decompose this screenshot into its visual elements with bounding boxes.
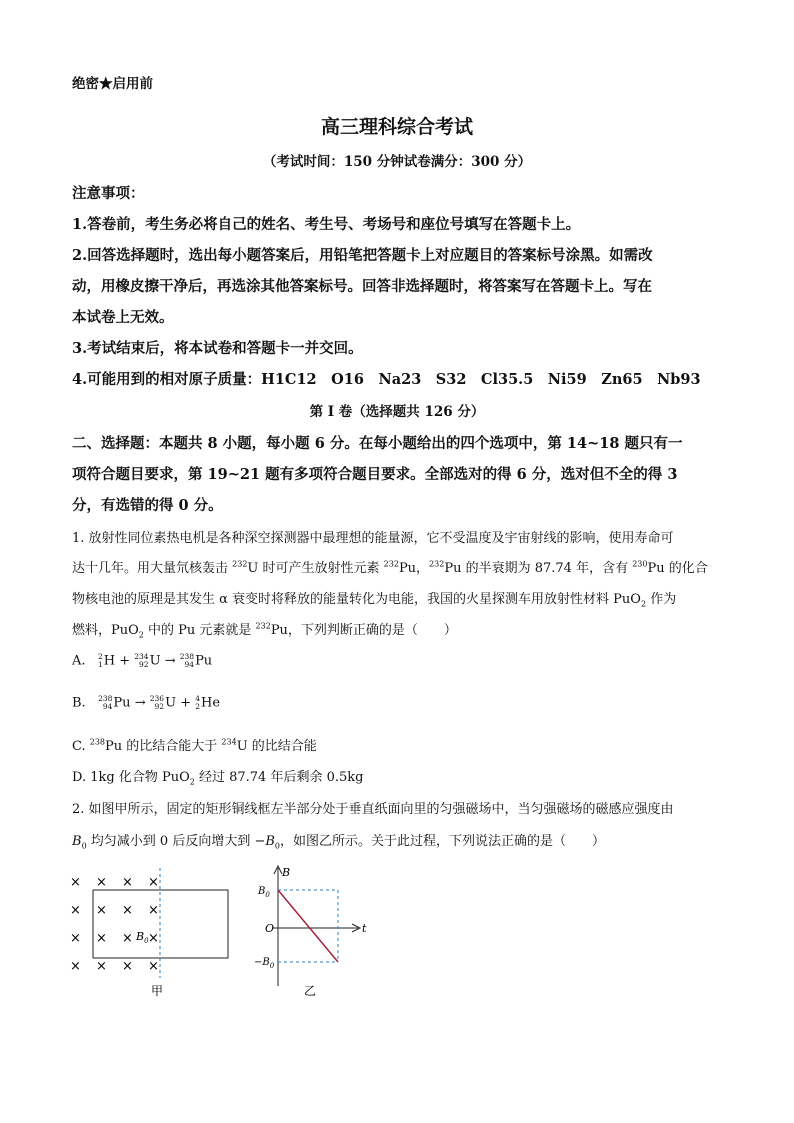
- field-cross: ×: [148, 931, 159, 946]
- q1-line-2: 达十几年。用大量氘核轰击 $^{232}$U 时可产生放射性元素 $^{232}$Pu，$^{232}$Pu 的半衰期为 87.74 年，含有 $^{230}$Pu 的化合: [72, 559, 708, 576]
- section-intro-line-2: 项符合题目要求，第 19~21 题有多项符合题目要求。全部选对的得 6 分，选对但不全的得 3: [72, 466, 678, 483]
- axis-origin-label: O: [265, 922, 275, 935]
- notice-item-2-line-1: 2.回答选择题时，选出每小题答案后，用铅笔把答题卡上对应题目的答案标号涂黑。如需改: [72, 247, 653, 264]
- notice-item-3: 3.考试结束后，将本试卷和答题卡一并交回。: [72, 340, 363, 357]
- b-t-graph-line: [278, 890, 338, 962]
- field-cross: ×: [122, 959, 133, 974]
- q1-option-c: C. $^{238}$Pu 的比结合能大于 $^{234}$U 的比结合能: [72, 737, 317, 754]
- figure-yi: [254, 866, 367, 998]
- field-cross: ×: [148, 903, 159, 918]
- notice-item-1: 1.答卷前，考生务必将自己的姓名、考生号、考场号和座位号填写在答题卡上。: [72, 216, 581, 233]
- field-cross: ×: [148, 959, 159, 974]
- q1-line-3: 物核电池的原理是其发生 α 衰变时将释放的能量转化为电能，我国的火星探测车用放射性材料 PuO$_2$ 作为: [72, 592, 677, 609]
- field-cross: ×: [70, 875, 81, 890]
- tick-neg-b0: $-B_0$: [254, 957, 275, 970]
- section-title: 第 I 卷（选择题共 126 分）: [309, 404, 485, 420]
- q2-line-2: $B_0$ 均匀减小到 0 后反向增大到 $-B_0$，如图乙所示。关于此过程，下列说法正确的是（ ）: [72, 834, 606, 851]
- exam-subtitle: （考试时间：150 分钟试卷满分：300 分）: [262, 154, 532, 170]
- q1-option-d: D. 1kg 化合物 PuO$_2$ 经过 87.74 年后剩余 0.5kg: [72, 770, 364, 787]
- question-2-figure: [60, 862, 390, 1002]
- axis-t-label: t: [362, 922, 367, 935]
- notice-item-2-line-2: 动，用橡皮擦干净后，再选涂其他答案标号。回答非选择题时，将答案写在答题卡上。写在: [72, 278, 652, 295]
- figure-jia-label: 甲: [151, 984, 164, 998]
- notice-item-4: 4.可能用到的相对原子质量：H1C12 O16 Na23 S32 Cl35.5 Ni59 Zn65 Nb93: [72, 371, 701, 388]
- field-cross: ×: [122, 875, 133, 890]
- notice-item-2-line-3: 本试卷上无效。: [72, 309, 174, 326]
- q1-option-a: A. 2 1H + 234 92U → 238 94Pu: [72, 652, 213, 669]
- field-cross: ×: [70, 959, 81, 974]
- field-cross: ×: [148, 875, 159, 890]
- field-cross: ×: [70, 903, 81, 918]
- field-cross: ×: [122, 903, 133, 918]
- field-cross: ×: [96, 903, 107, 918]
- axis-b-label: B: [282, 866, 291, 879]
- notice-heading: 注意事项：: [72, 185, 145, 202]
- figure-yi-label: 乙: [304, 984, 317, 998]
- exam-title: 高三理科综合考试: [320, 116, 473, 138]
- field-label: $B_0$: [136, 930, 149, 945]
- tick-b0: $B_0$: [258, 886, 270, 899]
- q1-option-b: B. 238 94Pu → 236 92U + 4 2He: [72, 694, 221, 711]
- q1-line-4: 燃料，PuO$_2$ 中的 Pu 元素就是 $^{232}$Pu，下列判断正确的是（ ）: [72, 621, 457, 640]
- q2-line-1: 2. 如图甲所示，固定的矩形铜线框左半部分处于垂直纸面向里的匀强磁场中，当匀强磁场的磁感应强度由: [72, 802, 674, 817]
- field-cross: ×: [96, 931, 107, 946]
- field-cross: ×: [96, 875, 107, 890]
- secret-label: 绝密★启用前: [72, 76, 153, 92]
- figure-jia: [70, 868, 228, 998]
- field-cross: ×: [96, 959, 107, 974]
- section-intro-line-1: 二、选择题：本题共 8 小题，每小题 6 分。在每小题给出的四个选项中，第 14~18 题只有一: [72, 435, 683, 452]
- field-cross: ×: [122, 931, 133, 946]
- q1-line-1: 1. 放射性同位素热电机是各种深空探测器中最理想的能量源，它不受温度及宇宙射线的影响，使用寿命可: [72, 531, 674, 546]
- field-cross: ×: [70, 931, 81, 946]
- section-intro-line-3: 分，有选错的得 0 分。: [72, 497, 223, 514]
